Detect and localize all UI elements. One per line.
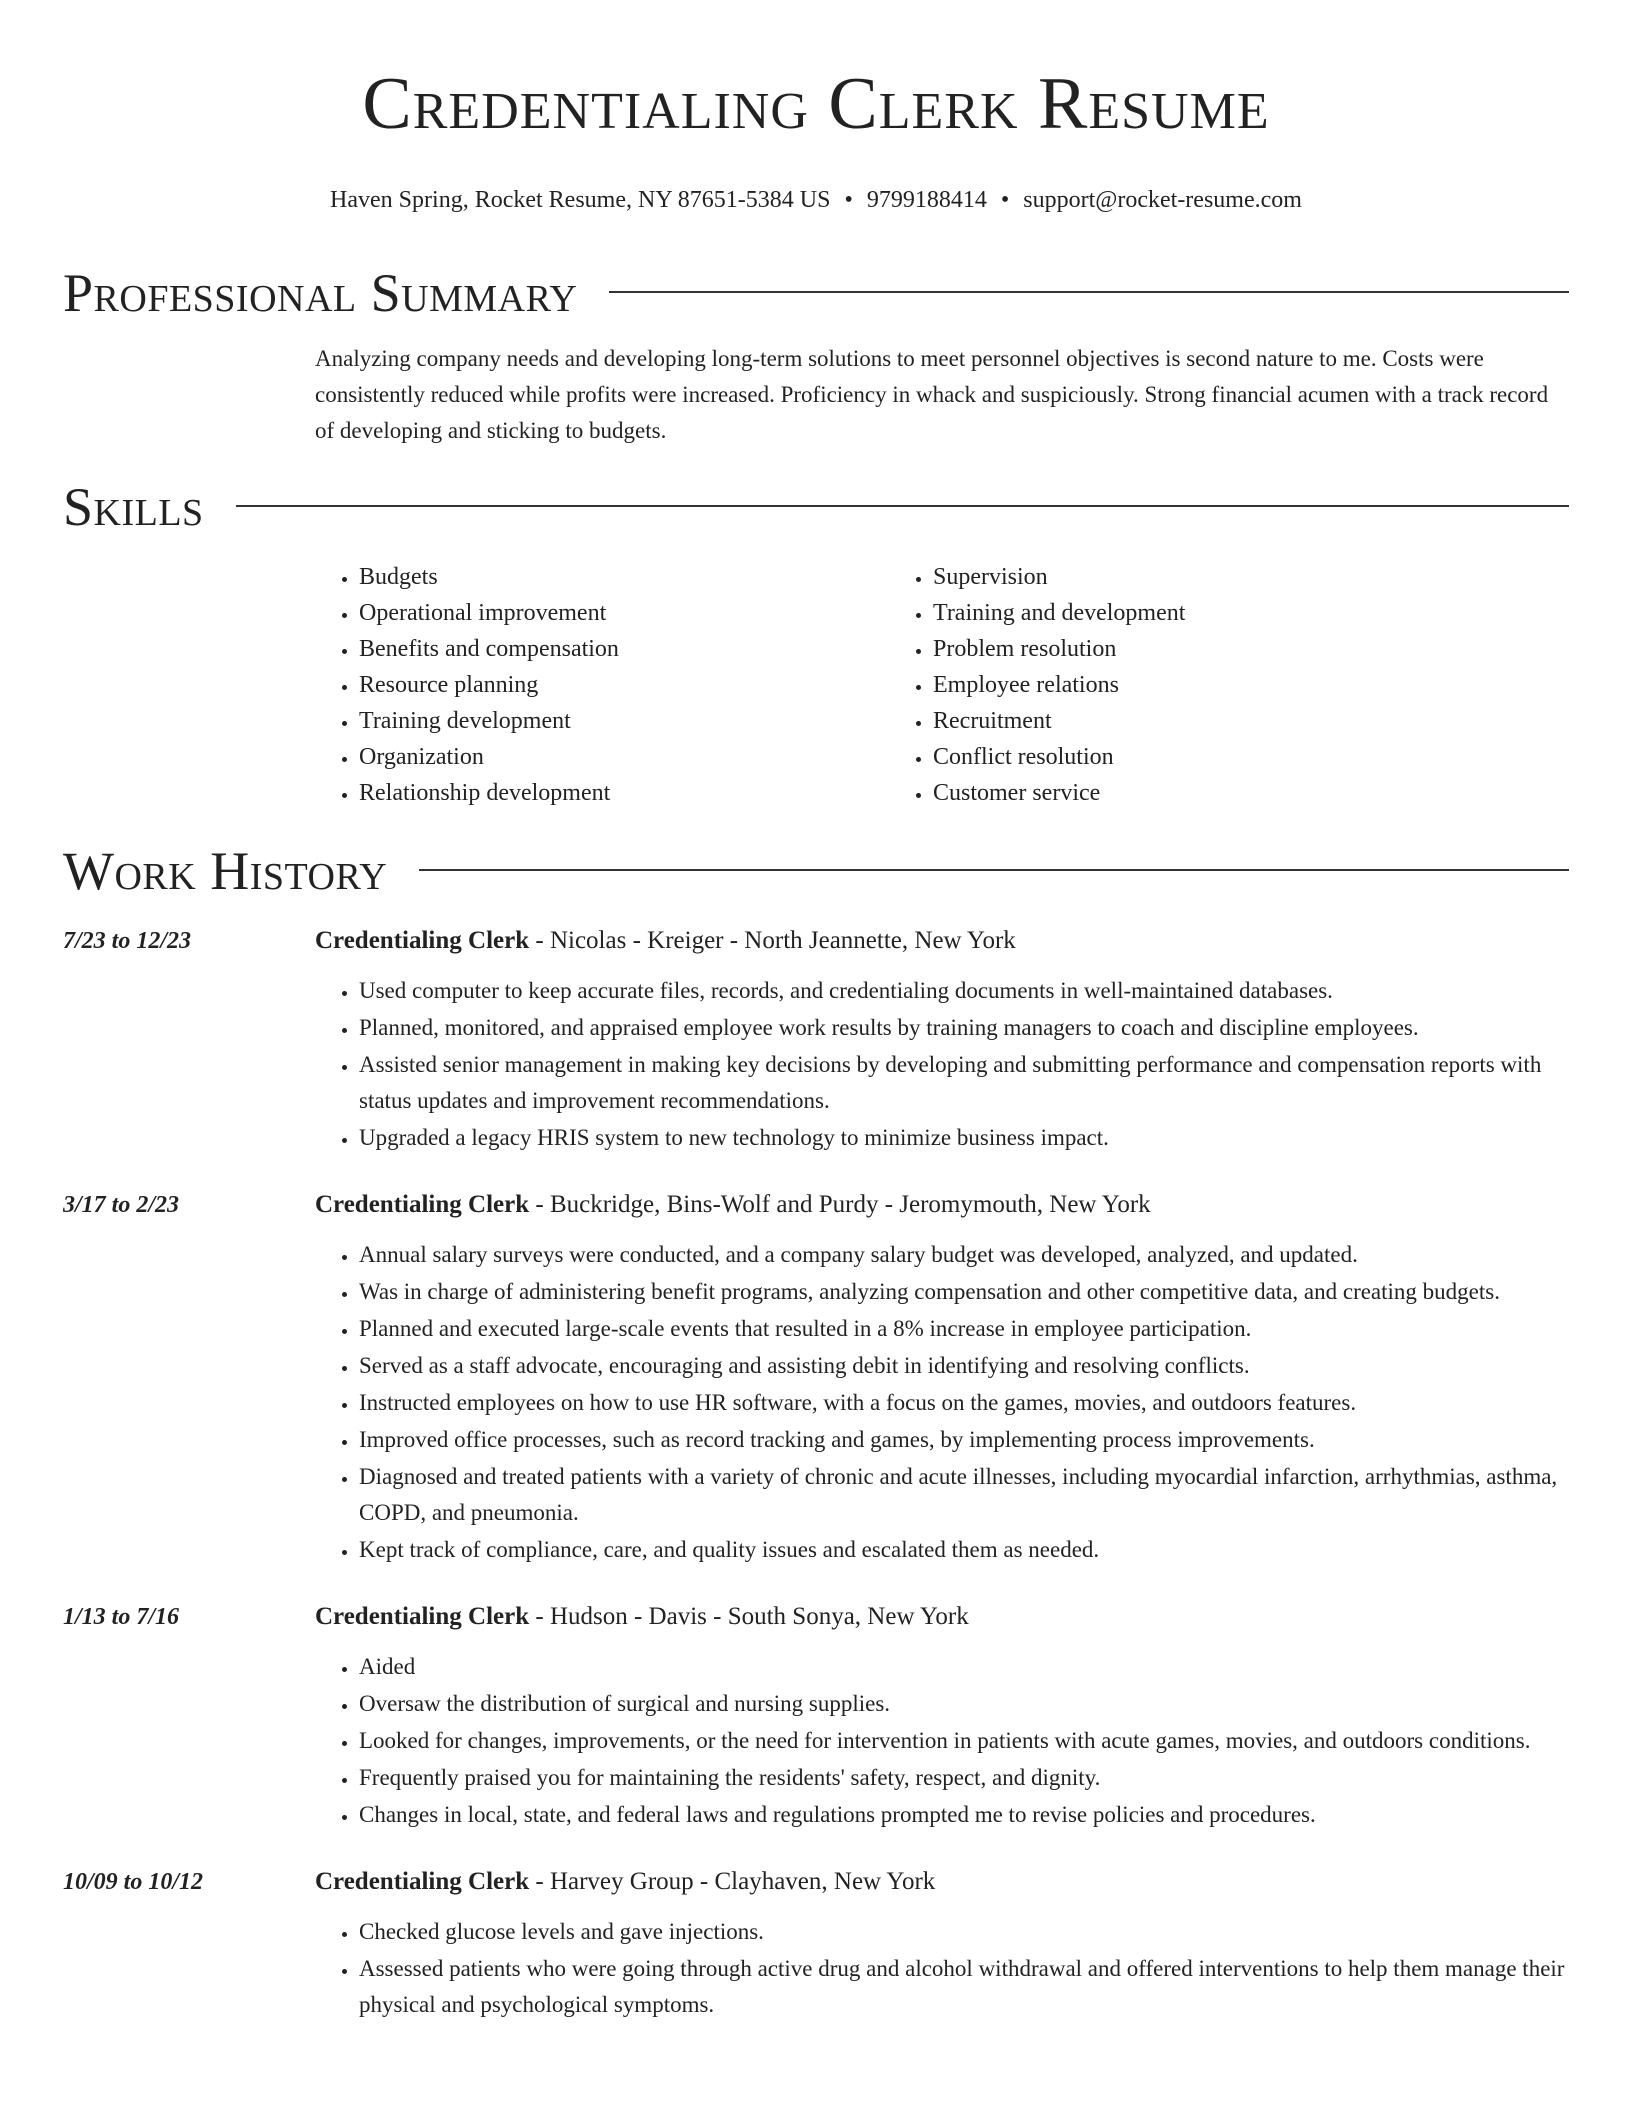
job-body	[315, 923, 1569, 1157]
job-bullet: • Upgraded a legacy HRIS system to new technology to minimize business impact.	[359, 1120, 1569, 1156]
job-bullet: • Checked glucose levels and gave injections.	[359, 1914, 1569, 1950]
skill-item: • Customer service	[933, 775, 1463, 811]
job-employer-location: - Nicolas - Kreiger - North Jeannette, New York	[529, 927, 1016, 954]
skill-item: • Budgets	[359, 559, 889, 595]
job-body	[315, 1864, 1569, 2024]
job-heading	[315, 923, 1569, 959]
job-bullet: • Planned and executed large-scale events that resulted in a 8% increase in employee participation.	[359, 1311, 1569, 1347]
skill-item: • Training and development	[933, 595, 1463, 631]
job-dates: 3/17 to 2/23	[63, 1192, 180, 1218]
job-bullets	[315, 1649, 1569, 1833]
job-bullet: • Looked for changes, improvements, or the need for intervention in patients with acute games, movies, and outdoors conditions.	[359, 1723, 1569, 1759]
skills-heading: Skills	[63, 477, 204, 537]
job-bullet: • Kept track of compliance, care, and quality issues and escalated them as needed.	[359, 1532, 1569, 1568]
job-entry	[63, 1187, 1569, 1569]
job-entry	[63, 1599, 1569, 1834]
skill-item: • Benefits and compensation	[359, 631, 889, 667]
job-bullet: • Served as a staff advocate, encouraging and assisting debit in identifying and resolving conflicts.	[359, 1348, 1569, 1384]
job-bullet: • Oversaw the distribution of surgical and nursing supplies.	[359, 1686, 1569, 1722]
contact-email: support@rocket-resume.com	[1023, 187, 1302, 213]
job-employer-location: - Buckridge, Bins-Wolf and Purdy - Jeromymouth, New York	[529, 1191, 1151, 1218]
contact-address: Haven Spring, Rocket Resume, NY 87651-5384 US	[330, 187, 831, 213]
job-bullet: • Was in charge of administering benefit programs, analyzing compensation and other competitive data, and creating budgets.	[359, 1274, 1569, 1310]
work-history-list	[63, 923, 1569, 2024]
summary-text: Analyzing company needs and developing long-term solutions to meet personnel objectives is second nature to me. Costs were consistently reduced while profits were increased. Proficiency in whack and suspiciously. Strong financial acumen with a track record of developing and sticking to budgets.	[315, 346, 1549, 443]
job-bullet: • Planned, monitored, and appraised employee work results by training managers to coach and discipline employees.	[359, 1010, 1569, 1046]
job-dates: 1/13 to 7/16	[63, 1604, 180, 1630]
contact-separator: •	[844, 187, 853, 213]
job-employer-location: - Harvey Group - Clayhaven, New York	[529, 1868, 936, 1895]
skill-item: • Operational improvement	[359, 595, 889, 631]
work-heading: Work History	[63, 841, 388, 901]
section-divider	[236, 505, 1569, 507]
job-bullet: • Annual salary surveys were conducted, and a company salary budget was developed, analyzed, and updated.	[359, 1237, 1569, 1273]
work-section-header	[63, 841, 1569, 901]
skill-item: • Problem resolution	[933, 631, 1463, 667]
skill-item: • Organization	[359, 739, 889, 775]
skills-list	[315, 559, 1569, 811]
summary-section-header	[63, 263, 1569, 323]
job-bullet: • Assessed patients who were going through active drug and alcohol withdrawal and offered interventions to help them manage their physical and psychological symptoms.	[359, 1951, 1569, 2023]
job-bullet: • Changes in local, state, and federal laws and regulations prompted me to revise policies and procedures.	[359, 1797, 1569, 1833]
contact-phone: 9799188414	[866, 187, 987, 213]
job-bullets	[315, 973, 1569, 1156]
resume-title: Credentialing Clerk Resume	[362, 63, 1270, 145]
skills-column-right	[889, 559, 1463, 811]
job-heading	[315, 1864, 1569, 1900]
job-entry	[63, 1864, 1569, 2024]
job-title: Credentialing Clerk	[315, 1603, 530, 1630]
skill-item: • Resource planning	[359, 667, 889, 703]
job-title: Credentialing Clerk	[315, 927, 530, 954]
job-body	[315, 1187, 1569, 1569]
job-bullets	[315, 1237, 1569, 1568]
skills-section-header	[63, 477, 1569, 537]
skill-item: • Conflict resolution	[933, 739, 1463, 775]
job-entry	[63, 923, 1569, 1157]
contact-separator: •	[1000, 187, 1010, 213]
skill-item: • Employee relations	[933, 667, 1463, 703]
job-bullet: • Frequently praised you for maintaining the residents' safety, respect, and dignity.	[359, 1760, 1569, 1796]
job-title: Credentialing Clerk	[315, 1868, 530, 1895]
section-divider	[419, 869, 1569, 871]
summary-heading: Professional Summary	[63, 263, 578, 323]
job-heading	[315, 1599, 1569, 1635]
job-bullets	[315, 1914, 1569, 2023]
job-bullet: • Improved office processes, such as record tracking and games, by implementing process improvements.	[359, 1422, 1569, 1458]
job-dates: 10/09 to 10/12	[63, 1869, 204, 1895]
job-bullet: • Assisted senior management in making key decisions by developing and submitting performance and compensation reports with status updates and improvement recommendations.	[359, 1047, 1569, 1119]
skill-item: • Relationship development	[359, 775, 889, 811]
job-bullet: • Aided	[359, 1649, 1569, 1685]
job-title: Credentialing Clerk	[315, 1191, 530, 1218]
job-dates: 7/23 to 12/23	[63, 928, 192, 954]
skills-column-left	[315, 559, 889, 811]
job-employer-location: - Hudson - Davis - South Sonya, New York	[529, 1603, 969, 1630]
skill-item: • Supervision	[933, 559, 1463, 595]
job-bullet: • Diagnosed and treated patients with a variety of chronic and acute illnesses, including myocardial infarction, arrhythmias, asthma, COPD, and pneumonia.	[359, 1459, 1569, 1531]
job-bullet: • Instructed employees on how to use HR software, with a focus on the games, movies, and outdoors features.	[359, 1385, 1569, 1421]
skill-item: • Training development	[359, 703, 889, 739]
job-bullet: • Used computer to keep accurate files, records, and credentialing documents in well-maintained databases.	[359, 973, 1569, 1009]
skill-item: • Recruitment	[933, 703, 1463, 739]
section-divider	[609, 291, 1569, 293]
contact-line	[63, 185, 1569, 215]
job-heading	[315, 1187, 1569, 1223]
job-body	[315, 1599, 1569, 1834]
